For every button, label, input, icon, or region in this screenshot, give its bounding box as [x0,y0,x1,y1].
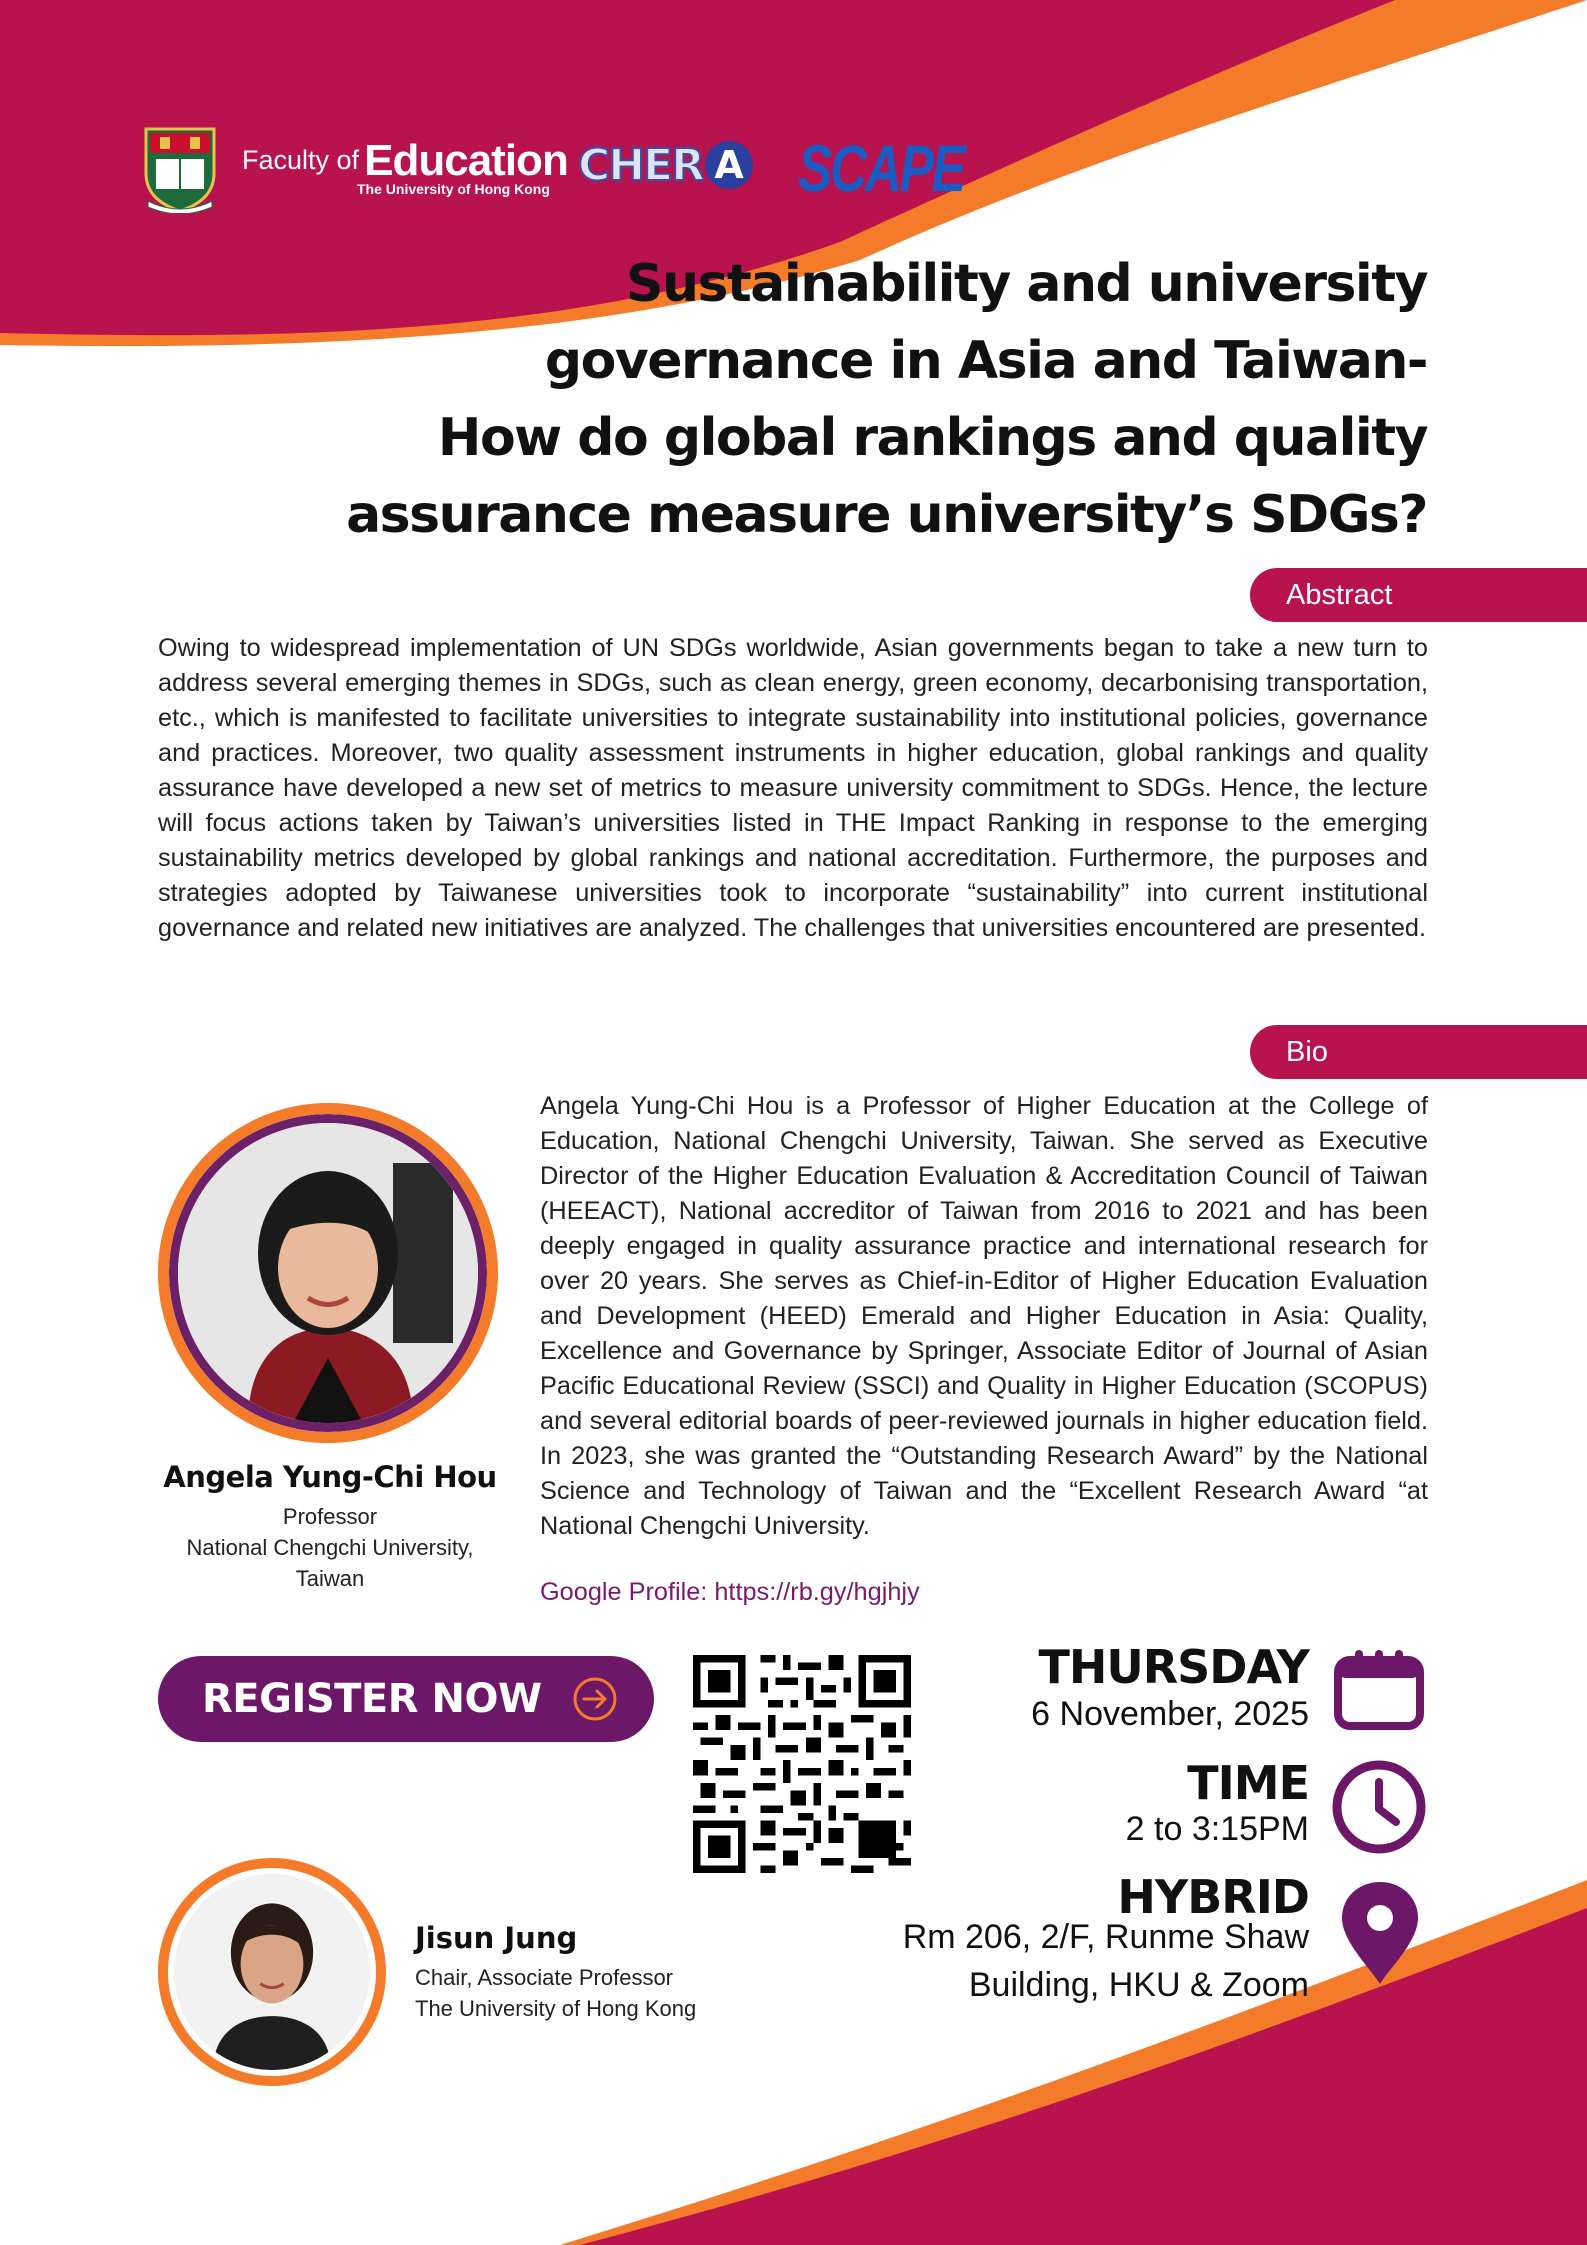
mode-heading: HYBRID [1117,1870,1309,1924]
title-line-1: Sustainability and university [626,254,1427,314]
chair-name: Jisun Jung [415,1921,578,1955]
speaker-portrait [178,1123,478,1423]
chair-role: Chair, Associate Professor [415,1965,674,1990]
register-now-button[interactable] [158,1656,654,1742]
venue-line-2: Building, HKU & Zoom [968,1966,1309,2004]
chair-affiliation: The University of Hong Kong [415,1996,697,2021]
speaker-role: Professor [282,1504,378,1529]
calendar-icon [1333,1650,1425,1730]
event-day: THURSDAY [1038,1640,1309,1694]
qr-code-icon[interactable] [693,1655,911,1873]
speaker-name: Angela Yung-Chi Hou [163,1460,497,1494]
chera-logo-text: CHER [578,140,704,191]
title-line-2: governance in Asia and Taiwan- [544,331,1427,391]
hku-crest-icon [142,125,218,213]
speaker-country: Taiwan [295,1566,365,1591]
page-title [277,246,1427,554]
event-time: 2 to 3:15PM [1125,1810,1309,1848]
venue-line-1: Rm 206, 2/F, Runme Shaw [902,1918,1309,1956]
bio-text: Angela Yung-Chi Hou is a Professor of Higher Education at the College of Education, National Chengchi University, Taiwan. She served as Executive Director of the Higher Education Evaluation & Accreditation Council of Taiwan (HEEACT), National accreditor of Taiwan from 2016 to 2021 and has been deeply engaged in quality assurance practice and international research for over 20 years. She serves as Chief-in-Editor of Higher Education Evaluation and Development (HEED) Emerald and Higher Education in Asia: Quality, Excellence and Governance by Springer, Associate Editor of Journal of Asian Pacific Educational Review (SSCI) and Quality in Higher Education (SCOPUS) and several editorial boards of peer-reviewed journals in higher education field. In 2023, she was granted the “Outstanding Research Award” by the National Science and Technology of Taiwan and the “Excellent Research Award “at National Chengchi University. [540,1092,1428,1540]
title-line-4: assurance measure university’s SDGs? [346,485,1427,545]
chair-portrait [174,1874,370,2070]
faculty-prefix: Faculty of [242,145,360,175]
university-name: The University of Hong Kong [357,181,550,197]
register-arrow-icon [572,1676,618,1722]
scape-logo: SCAPE [798,131,964,205]
faculty-name: Education [364,136,568,185]
faculty-logo [242,136,568,197]
abstract-text: Owing to widespread implementation of UN SDGs worldwide, Asian governments began to take a new turn to address several emerging themes in SDGs, such as clean energy, green economy, decarbonising transportation, etc., which is manifested to facilitate universities to integrate sustainability into institutional policies, governance and practices. Moreover, two quality assessment instruments in higher education, global rankings and quality assurance have developed a new set of metrics to measure university commitment to SDGs. Hence, the lecture will focus actions taken by Taiwan’s universities listed in THE Impact Ranking in response to the emerging sustainability metrics developed by global rankings and national accreditation. Furthermore, the purposes and strategies adopted by Taiwanese universities took to incorporate “sustainability” into current institutional governance and related new initiatives are analyzed. The challenges that universities encountered are presented. [158,634,1428,942]
title-line-3: How do global rankings and quality [437,408,1427,468]
clock-icon [1332,1760,1426,1854]
event-date: 6 November, 2025 [1031,1695,1309,1733]
time-heading: TIME [1187,1756,1309,1810]
speaker-photo [158,1103,498,1443]
chair-photo [158,1858,386,2086]
google-profile-link[interactable]: Google Profile: https://rb.gy/hgjhjy [540,1578,920,1606]
register-now-label: REGISTER NOW [202,1676,542,1722]
abstract-heading: Abstract [1250,568,1587,622]
chera-logo-a: A [705,141,753,189]
speaker-affiliation: National Chengchi University, [186,1535,474,1560]
bio-heading: Bio [1250,1025,1587,1079]
chera-logo [578,140,753,191]
location-pin-icon [1340,1880,1420,1986]
